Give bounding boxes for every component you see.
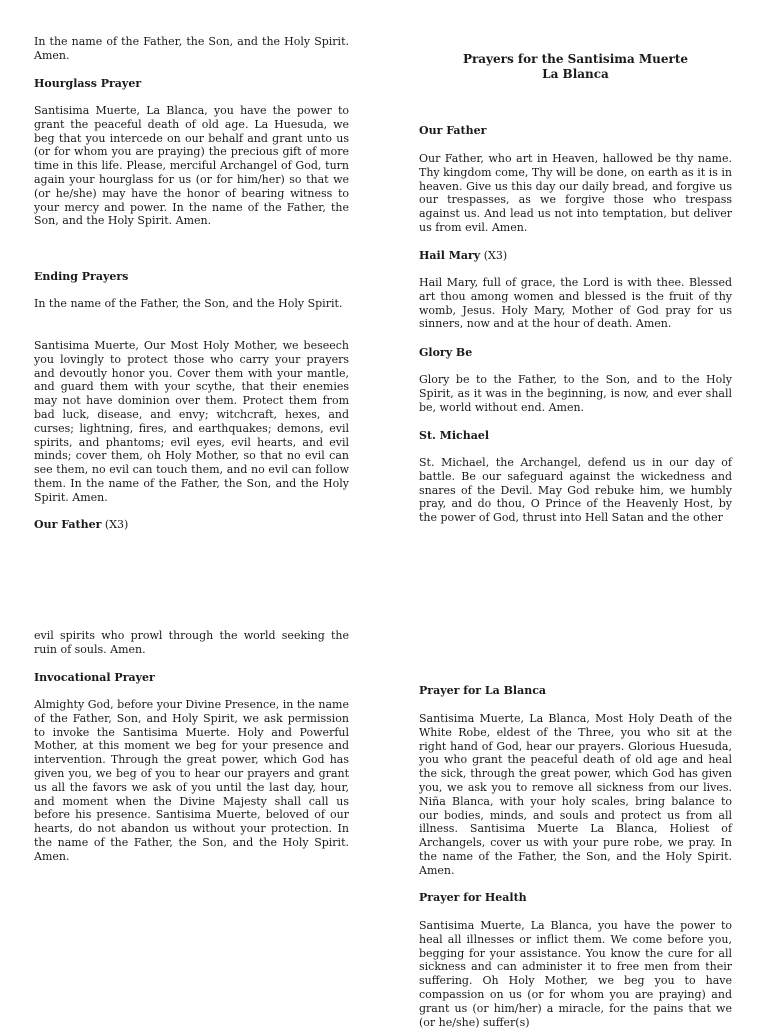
invocational-prayer-text: Almighty God, before your Divine Presence, in the name of the Father, Son, and Holy Spirit, we ask permission to invoke the Santisima Muerte. Holy and Powerful Mother, at this moment we beg for your presence and intervention. Through the great power, which God has given you, we beg of you to hear our prayers and grant us all the favors we ask of you until the last day, hour, and moment when the Divine Majesty shall call us before his presence. Santisima Muerte, beloved of our hearts, do not abandon us without your protection. In the name of the Father, the Son, and the Holy Spirit. Amen. xyxy=(34,698,349,863)
hourglass-prayer-text: Santisima Muerte, La Blanca, you have the power to grant the peaceful death of old age. La Huesuda, we beg that you intercede on our behalf and grant unto us (or for whom you are praying) the precious gift of more time in this life. Please, merciful Archangel of God, turn again your hourglass for us (or for him/her) so that we (or he/she) may have the honor of bearing witness to your mercy and power. In the name of the Father, the Son, and the Holy Spirit. Amen. xyxy=(34,104,349,228)
glory-be-heading: Glory Be xyxy=(419,346,473,359)
repeat-count: (X3) xyxy=(480,249,508,262)
our-father-text: Our Father, who art in Heaven, hallowed be thy name. Thy kingdom come, Thy will be done, on earth as it is in heaven. Give us this day our daily bread, and forgive us our trespasses, as we forgive those who trespass against us. And lead us not into temptation, but deliver us from evil. Amen. xyxy=(419,152,732,234)
ending-prayers-text-1: In the name of the Father, the Son, and the Holy Spirit. xyxy=(34,297,343,310)
our-father-x3-heading xyxy=(34,518,349,532)
la-blanca-prayer-heading: Prayer for La Blanca xyxy=(419,684,547,697)
la-blanca-prayer-text: Santisima Muerte, La Blanca, Most Holy Death of the White Robe, eldest of the Three, you who sit at the right hand of God, hear our prayers. Glorious Huesuda, you who grant the peaceful death of old age and heal the sick, through the great power, which God has given you, we ask you to remove all sickness from our lives. Niña Blanca, with your holy scales, bring balance to our bodies, minds, and souls and protect us from all illness. Santisima Muerte La Blanca, Holiest of Archangels, cover us with your pure robe, we pray. In the name of the Father, the Son, and the Holy Spirit. Amen. xyxy=(419,712,732,877)
our-father-heading-label: Our Father xyxy=(34,518,102,531)
ending-prayers-heading: Ending Prayers xyxy=(34,270,129,283)
title-line-2: La Blanca xyxy=(542,67,609,81)
title-line-1: Prayers for the Santisima Muerte xyxy=(462,52,689,66)
our-father-heading: Our Father xyxy=(419,124,487,137)
hourglass-prayer-heading: Hourglass Prayer xyxy=(34,77,142,90)
st-michael-heading: St. Michael xyxy=(419,429,490,442)
invocational-prayer-heading: Invocational Prayer xyxy=(34,671,155,684)
document-title xyxy=(419,52,732,82)
hail-mary-text: Hail Mary, full of grace, the Lord is with thee. Blessed art thou among women and blessed is the fruit of thy womb, Jesus. Holy Mary, Mother of God pray for us sinners, now and at the hour of death. Amen. xyxy=(419,276,732,331)
repeat-count: (X3) xyxy=(101,518,129,531)
st-michael-text: St. Michael, the Archangel, defend us in our day of battle. Be our safeguard against the wickedness and snares of the Devil. May God rebuke him, we humbly pray, and do thou, O Prince of the Heavenly Host, by the power of God, thrust into Hell Satan and the other xyxy=(419,456,732,525)
hail-mary-heading-label: Hail Mary xyxy=(419,249,481,262)
health-prayer-text: Santisima Muerte, La Blanca, you have the power to heal all illnesses or inflict them. We come before you, begging for your assistance. You know the cure for all sickness and can administer it to free men from their suffering. Oh Holy Mother, we beg you to have compassion on us (or for whom you are praying) and grant us (or him/her) a miracle, for the pains that we (or he/she) suffer(s) xyxy=(419,919,732,1029)
health-prayer-heading: Prayer for Health xyxy=(419,891,527,904)
ending-prayers-text-2: Santisima Muerte, Our Most Holy Mother, we beseech you lovingly to protect those who carry your prayers and devoutly honor you. Cover them with your mantle, and guard them with your scythe, that their enemies may not have dominion over them. Protect them from bad luck, disease, and envy; witchcraft, hexes, and curses; lightning, fires, and earthquakes; demons, evil spirits, and phantoms; evil eyes, evil hearts, and evil minds; cover them, oh Holy Mother, so that no evil can see them, no evil can touch them, and no evil can follow them. In the name of the Father, the Son, and the Holy Spirit. Amen. xyxy=(34,339,349,504)
glory-be-text: Glory be to the Father, to the Son, and to the Holy Spirit, as it was in the beginning, is now, and ever shall be, world without end. Amen. xyxy=(419,373,732,414)
st-michael-continuation: evil spirits who prowl through the world seeking the ruin of souls. Amen. xyxy=(34,629,349,656)
hail-mary-heading xyxy=(419,249,732,263)
intro-fragment: In the name of the Father, the Son, and the Holy Spirit. Amen. xyxy=(34,35,349,62)
